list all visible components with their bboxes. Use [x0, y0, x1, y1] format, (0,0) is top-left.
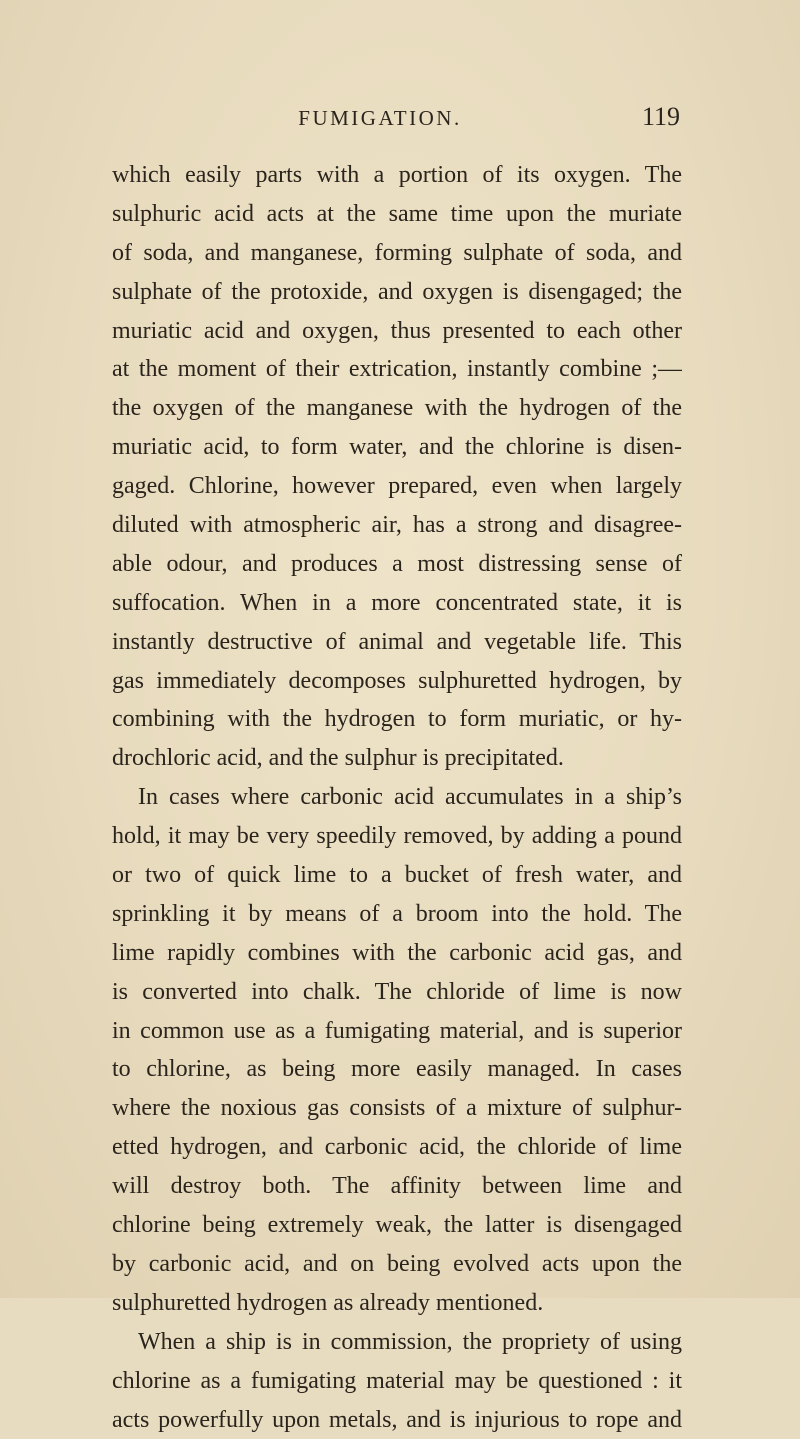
text-line: will destroy both. The affinity between lime and	[112, 1167, 682, 1206]
text-line: able odour, and produces a most distressing sense of	[112, 545, 682, 584]
body-text	[112, 156, 682, 1439]
text-line: combining with the hydrogen to form muriatic, or hy-	[112, 700, 682, 739]
text-line: where the noxious gas consists of a mixture of sulphur-	[112, 1089, 682, 1128]
text-line: hold, it may be very speedily removed, by adding a pound	[112, 817, 682, 856]
text-line: etted hydrogen, and carbonic acid, the chloride of lime	[112, 1128, 682, 1167]
text-line: acts powerfully upon metals, and is injurious to rope and	[112, 1401, 682, 1439]
text-line: sprinkling it by means of a broom into the hold. The	[112, 895, 682, 934]
text-line: chlorine as a fumigating material may be questioned : it	[112, 1362, 682, 1401]
text-line: suffocation. When in a more concentrated state, it is	[112, 584, 682, 623]
text-line: in common use as a fumigating material, and is superior	[112, 1012, 682, 1051]
text-line: drochloric acid, and the sulphur is precipitated.	[112, 739, 682, 778]
text-line: at the moment of their extrication, instantly combine ;—	[112, 350, 682, 389]
running-head: FUMIGATION.	[160, 106, 600, 131]
text-line: gas immediately decomposes sulphuretted hydrogen, by	[112, 662, 682, 701]
text-line: to chlorine, as being more easily managed. In cases	[112, 1050, 682, 1089]
text-line: instantly destructive of animal and vegetable life. This	[112, 623, 682, 662]
text-line: is converted into chalk. The chloride of lime is now	[112, 973, 682, 1012]
text-line: sulphuretted hydrogen as already mentioned.	[112, 1284, 682, 1323]
text-line: which easily parts with a portion of its oxygen. The	[112, 156, 682, 195]
text-line: diluted with atmospheric air, has a strong and disagree-	[112, 506, 682, 545]
text-line: of soda, and manganese, forming sulphate of soda, and	[112, 234, 682, 273]
text-line: chlorine being extremely weak, the latter is disengaged	[112, 1206, 682, 1245]
text-line: sulphuric acid acts at the same time upon the muriate	[112, 195, 682, 234]
page-number: 119	[624, 102, 680, 132]
text-line: sulphate of the protoxide, and oxygen is disengaged; the	[112, 273, 682, 312]
text-line: When a ship is in commission, the propriety of using	[112, 1323, 682, 1362]
text-line: In cases where carbonic acid accumulates in a ship’s	[112, 778, 682, 817]
text-line: muriatic acid and oxygen, thus presented to each other	[112, 312, 682, 351]
text-line: muriatic acid, to form water, and the chlorine is disen-	[112, 428, 682, 467]
text-line: the oxygen of the manganese with the hydrogen of the	[112, 389, 682, 428]
text-line: lime rapidly combines with the carbonic acid gas, and	[112, 934, 682, 973]
text-line: gaged. Chlorine, however prepared, even when largely	[112, 467, 682, 506]
text-line: by carbonic acid, and on being evolved acts upon the	[112, 1245, 682, 1284]
text-line: or two of quick lime to a bucket of fresh water, and	[112, 856, 682, 895]
